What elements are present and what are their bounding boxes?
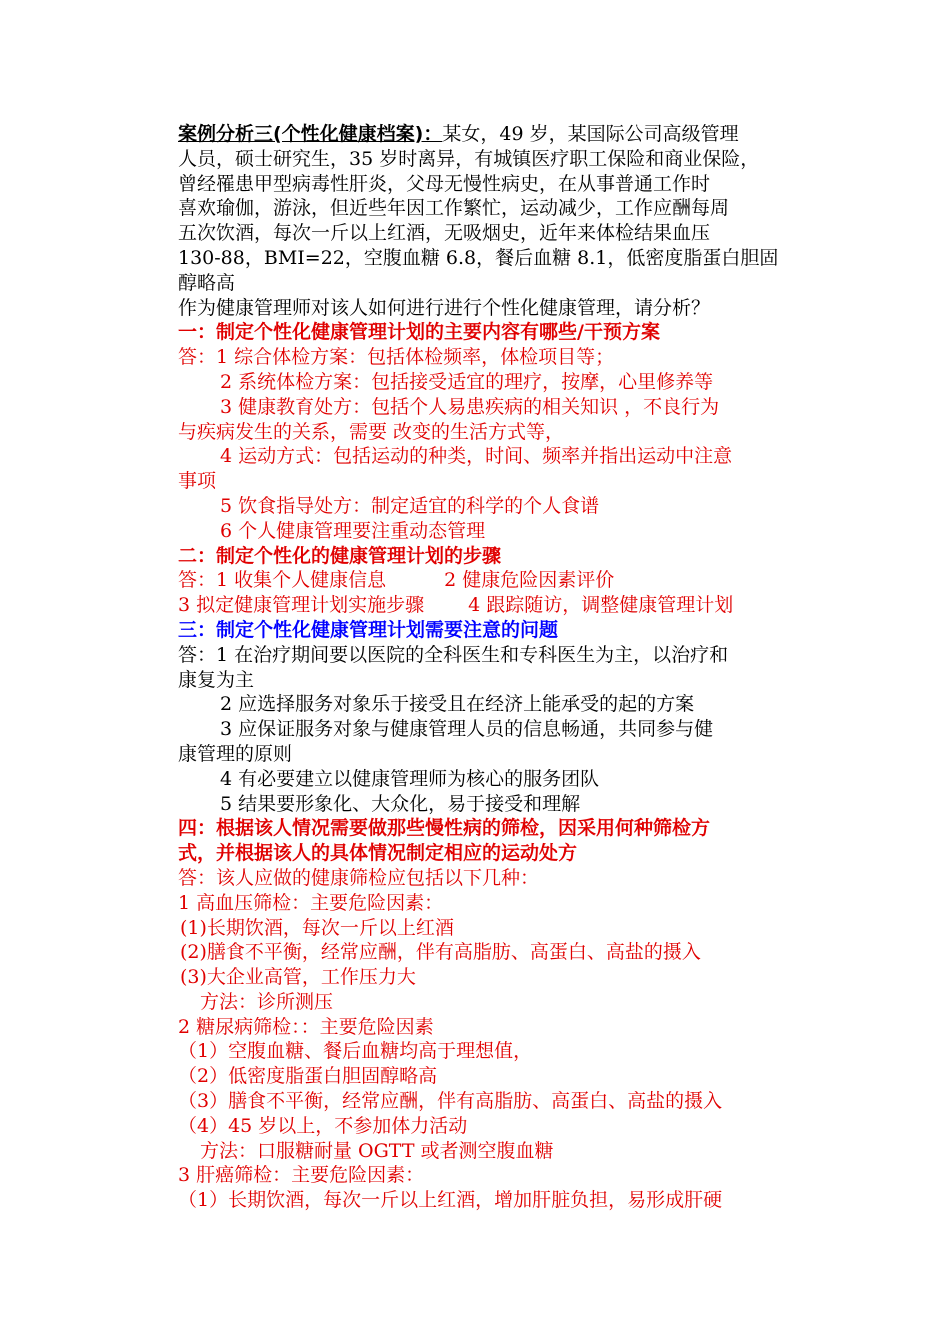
intro-text: 某女，49 岁，某国际公司高级管理 <box>442 123 739 145</box>
q1-answer-line: 与疾病发生的关系，需要 改变的生活方式等， <box>178 420 565 443</box>
intro-line: 人员，硕士研究生，35 岁时离异，有城镇医疗职工保险和商业保险， <box>178 147 760 170</box>
q3-answer-line: 3 应保证服务对象与健康管理人员的信息畅通，共同参与健 <box>220 718 714 741</box>
q2-title: 二：制定个性化的健康管理计划的步骤 <box>178 544 502 567</box>
q4-answer-line: (2)膳食不平衡，经常应酬，伴有高脂肪、高蛋白、高盐的摄入 <box>180 941 701 964</box>
q4-answer-line: (1)长期饮酒，每次一斤以上红酒 <box>180 916 454 939</box>
q1-title: 一：制定个性化健康管理计划的主要内容有哪些/干预方案 <box>178 321 660 344</box>
q4-answer-line: 2 糖尿病筛检：：主要危险因素 <box>178 1015 434 1038</box>
q4-answer-line: 3 肝癌筛检：主要危险因素： <box>178 1164 425 1187</box>
q4-answer-line: （2）低密度脂蛋白胆固醇略高 <box>178 1065 438 1088</box>
q1-answer-line: 3 健康教育处方：包括个人易患疾病的相关知识 ，不良行为 <box>220 395 720 418</box>
q2-step-1: 答：1 收集个人健康信息 <box>178 569 387 592</box>
q4-answer-line: （3）膳食不平衡，经常应酬，伴有高脂肪、高蛋白、高盐的摄入 <box>178 1090 723 1113</box>
q2-step-3: 3 拟定健康管理计划实施步骤 <box>178 594 425 617</box>
q1-answer-line: 6 个人健康管理要注重动态管理 <box>220 519 486 542</box>
q4-answer-line: 答：该人应做的健康筛检应包括以下几种： <box>178 866 540 889</box>
intro-line: 醇略高 <box>178 271 236 294</box>
q1-answer-line: 2 系统体检方案：包括接受适宜的理疗，按摩，心里修养等 <box>220 370 714 393</box>
q4-title-line-2: 式，并根据该人的具体情况制定相应的运动处方 <box>178 842 578 865</box>
q2-answer-row <box>178 593 818 618</box>
case-heading: 案例分析三(个性化健康档案)： <box>178 123 443 145</box>
q3-answer-line: 2 应选择服务对象乐于接受且在经济上能承受的起的方案 <box>220 693 695 716</box>
q3-answer-line: 5 结果要形象化、大众化，易于接受和理解 <box>220 792 581 815</box>
q4-answer-line: 1 高血压筛检：主要危险因素： <box>178 891 444 914</box>
question-prompt: 作为健康管理师对该人如何进行进行个性化健康管理，请分析？ <box>178 296 711 319</box>
q4-title-line-1: 四：根据该人情况需要做那些慢性病的筛检，因采用何种筛检方 <box>178 817 711 840</box>
q4-answer-line: （4）45 岁以上，不参加体力活动 <box>178 1114 468 1137</box>
q2-step-4: 4 跟踪随访，调整健康管理计划 <box>468 594 734 617</box>
q1-answer-line: 4 运动方式：包括运动的种类，时间、频率并指出运动中注意 <box>220 445 733 468</box>
q2-answer-row <box>178 568 818 593</box>
q4-answer-line: 方法：口服糖耐量 OGTT 或者测空腹血糖 <box>200 1139 554 1162</box>
intro-line: 曾经罹患甲型病毒性肝炎，父母无慢性病史，在从事普通工作时 <box>178 172 711 195</box>
q3-answer-line: 4 有必要建立以健康管理师为核心的服务团队 <box>220 767 600 790</box>
intro-line: 五次饮酒，每次一斤以上红酒，无吸烟史，近年来体检结果血压 <box>178 222 711 245</box>
q1-answer-line: 答：1 综合体检方案：包括体检频率，体检项目等； <box>178 346 615 369</box>
q3-answer-line: 康管理的原则 <box>178 742 293 765</box>
q4-answer-line: （1）空腹血糖、餐后血糖均高于理想值， <box>178 1040 533 1063</box>
q4-answer-line: 方法：诊所测压 <box>200 990 334 1013</box>
q2-step-2: 2 健康危险因素评价 <box>444 569 615 592</box>
q4-answer-line: (3)大企业高管，工作压力大 <box>180 966 416 989</box>
q1-answer-line: 事项 <box>178 470 217 493</box>
q3-answer-line: 答：1 在治疗期间要以医院的全科医生和专科医生为主，以治疗和 <box>178 643 729 666</box>
intro-line: 喜欢瑜伽，游泳，但近些年因工作繁忙，运动减少，工作应酬每周 <box>178 197 730 220</box>
q3-answer-line: 康复为主 <box>178 668 255 691</box>
intro-line-1 <box>178 122 818 147</box>
q1-answer-line: 5 饮食指导处方：制定适宜的科学的个人食谱 <box>220 494 600 517</box>
intro-line: 130-88，BMI=22，空腹血糖 6.8，餐后血糖 8.1，低密度脂蛋白胆固 <box>178 246 779 269</box>
q4-answer-line: （1）长期饮酒，每次一斤以上红酒，增加肝脏负担，易形成肝硬 <box>178 1189 723 1212</box>
document-page <box>178 122 818 1213</box>
q3-title: 三：制定个性化健康管理计划需要注意的问题 <box>178 618 559 641</box>
